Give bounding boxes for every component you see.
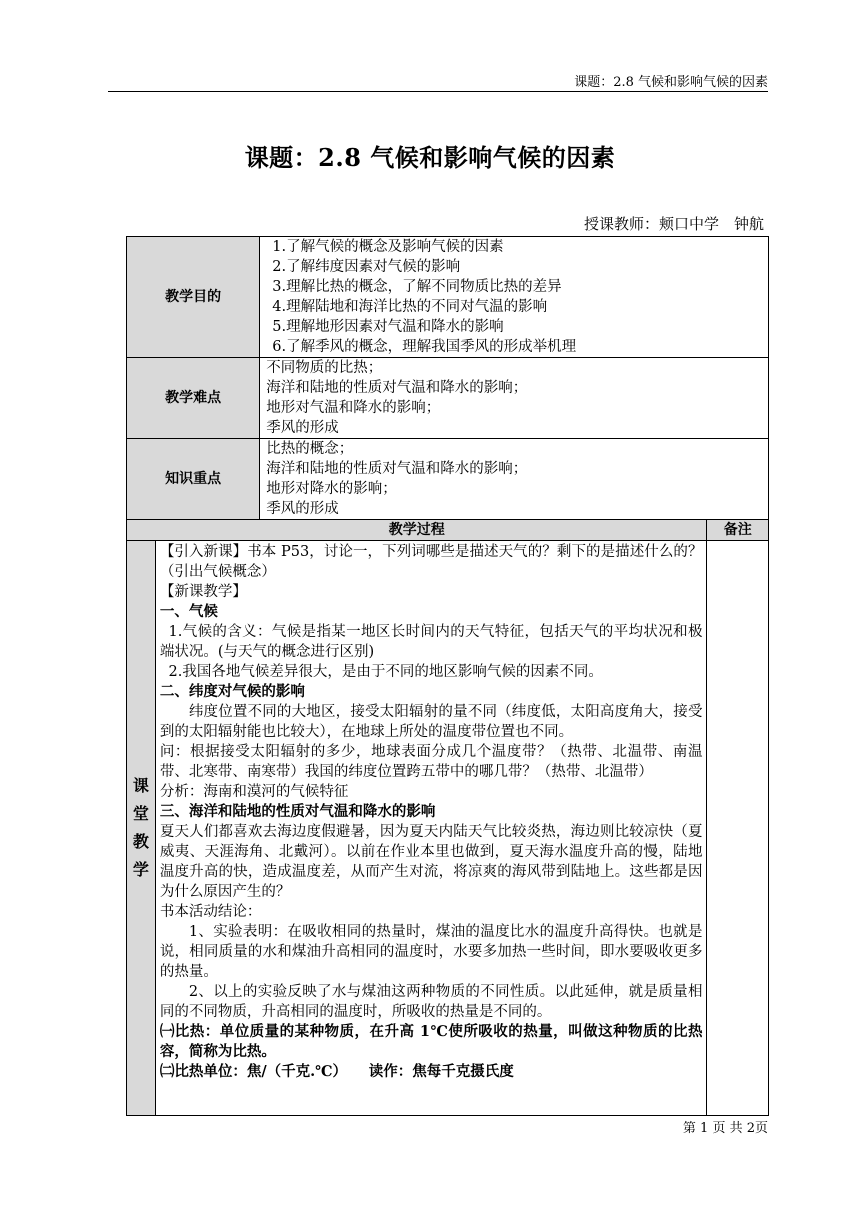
- difficulty-item: 不同物质的比热；: [266, 360, 383, 376]
- side-char: 学: [132, 860, 149, 879]
- process-header: 教学过程: [127, 520, 707, 541]
- section-heading: 二、纬度对气候的影响: [159, 683, 305, 700]
- side-char: 堂: [132, 804, 149, 823]
- difficulties-label: 教学难点: [127, 358, 260, 439]
- key-point-item: 比热的概念；: [266, 441, 354, 457]
- difficulty-item: 地形对气温和降水的影响；: [266, 400, 441, 416]
- remarks-header: 备注: [707, 520, 769, 541]
- header-rule: [108, 91, 768, 92]
- objectives-label: 教学目的: [127, 237, 260, 358]
- objective-item: 4.理解陆地和海洋比热的不同对气温的影响: [272, 299, 548, 315]
- key-points-row: [127, 439, 769, 520]
- paragraph: 2.我国各地气候差异很大，是由于不同的地区影响气候的因素不同。: [168, 664, 603, 680]
- remarks-cell: [707, 541, 769, 1116]
- objective-item: 6.了解季风的概念，理解我国季风的形成举机理: [272, 339, 577, 355]
- objectives-content: [260, 237, 769, 358]
- difficulties-row: [127, 358, 769, 439]
- page-title: 课题：2.8 气候和影响气候的因素: [244, 143, 616, 172]
- running-header: 课题：2.8 气候和影响气候的因素: [574, 75, 768, 90]
- paragraph: 1、实验表明：在吸收相同的热量时，煤油的温度比水的温度升高得快。也就是说，相同质量的水和煤油升高相同的温度时，水要多加热一些时间，即水要吸收更多的热量。: [159, 924, 703, 980]
- classroom-teaching-label: [127, 541, 156, 1116]
- new-lesson-label: 【新课教学】: [159, 584, 247, 600]
- page-footer: 第 1 页 共 2页: [682, 1121, 768, 1136]
- side-char: 教: [132, 832, 149, 851]
- objective-item: 5.理解地形因素对气温和降水的影响: [272, 319, 504, 335]
- lesson-plan-table: [126, 236, 769, 1116]
- key-points-label: 知识重点: [127, 439, 260, 520]
- paragraph: 纬度位置不同的大地区，接受太阳辐射的量不同（纬度低，太阳高度角大，接受到的太阳辐射能也比较大），在地球上所处的温度带位置也不同。: [159, 704, 703, 740]
- key-point-item: 季风的形成: [266, 501, 339, 517]
- paragraph: 书本活动结论：: [159, 904, 262, 920]
- key-point-item: 海洋和陆地的性质对气温和降水的影响；: [266, 461, 528, 477]
- difficulty-item: 季风的形成: [266, 420, 339, 436]
- section-heading: 一、气候: [159, 603, 218, 620]
- difficulty-item: 海洋和陆地的性质对气温和降水的影响；: [266, 380, 528, 396]
- difficulties-content: [260, 358, 769, 439]
- paragraph: 夏天人们都喜欢去海边度假避暑，因为夏天内陆天气比较炎热，海边则比较凉快（夏威夷、天涯海角、北戴河）。以前在作业本里也做到，夏天海水温度升高的慢，陆地温度升高的快，造成温度差，从而产生对流，将凉爽的海风带到陆地上。这些都是因为什么原因产生的？: [159, 824, 703, 900]
- intro-paragraph: 【引入新课】书本 P53，讨论一，下列词哪些是描述天气的？剩下的是描述什么的？（引出气候概念）: [159, 544, 703, 580]
- definition-paragraph: ㈠比热：单位质量的某种物质，在升高 1℃使所吸收的热量，叫做这种物质的比热容，简称为比热。: [159, 1023, 703, 1060]
- paragraph: 1.气候的含义：气候是指某一地区长时间内的天气特征，包括天气的平均状况和极端状况。(与天气的概念进行区别): [159, 624, 703, 660]
- objective-item: 1.了解气候的概念及影响气候的因素: [272, 239, 504, 255]
- process-content: [155, 541, 707, 1116]
- section-heading: 三、海洋和陆地的性质对气温和降水的影响: [159, 803, 436, 820]
- key-points-content: [260, 439, 769, 520]
- process-header-row: [127, 520, 769, 541]
- key-point-item: 地形对降水的影响；: [266, 481, 397, 497]
- paragraph: 分析：海南和漠河的气候特征: [159, 784, 349, 800]
- objective-item: 2.了解纬度因素对气候的影响: [272, 259, 461, 275]
- teacher-line: 授课教师：颊口中学 钟航: [583, 215, 764, 233]
- unit-paragraph: ㈡比热单位：焦/（千克.℃） 读作：焦每千克摄氏度: [159, 1063, 514, 1080]
- objective-item: 3.理解比热的概念，了解不同物质比热的差异: [272, 279, 562, 295]
- process-body-row: [127, 541, 769, 1116]
- paragraph: 问：根据接受太阳辐射的多少，地球表面分成几个温度带？（热带、北温带、南温带、北寒带、南寒带）我国的纬度位置跨五带中的哪几带？（热带、北温带）: [159, 744, 703, 780]
- objectives-row: [127, 237, 769, 358]
- side-char: 课: [132, 776, 149, 795]
- paragraph: 2、以上的实验反映了水与煤油这两种物质的不同性质。以此延伸，就是质量相同的不同物质，升高相同的温度时，所吸收的热量是不同的。: [159, 984, 703, 1020]
